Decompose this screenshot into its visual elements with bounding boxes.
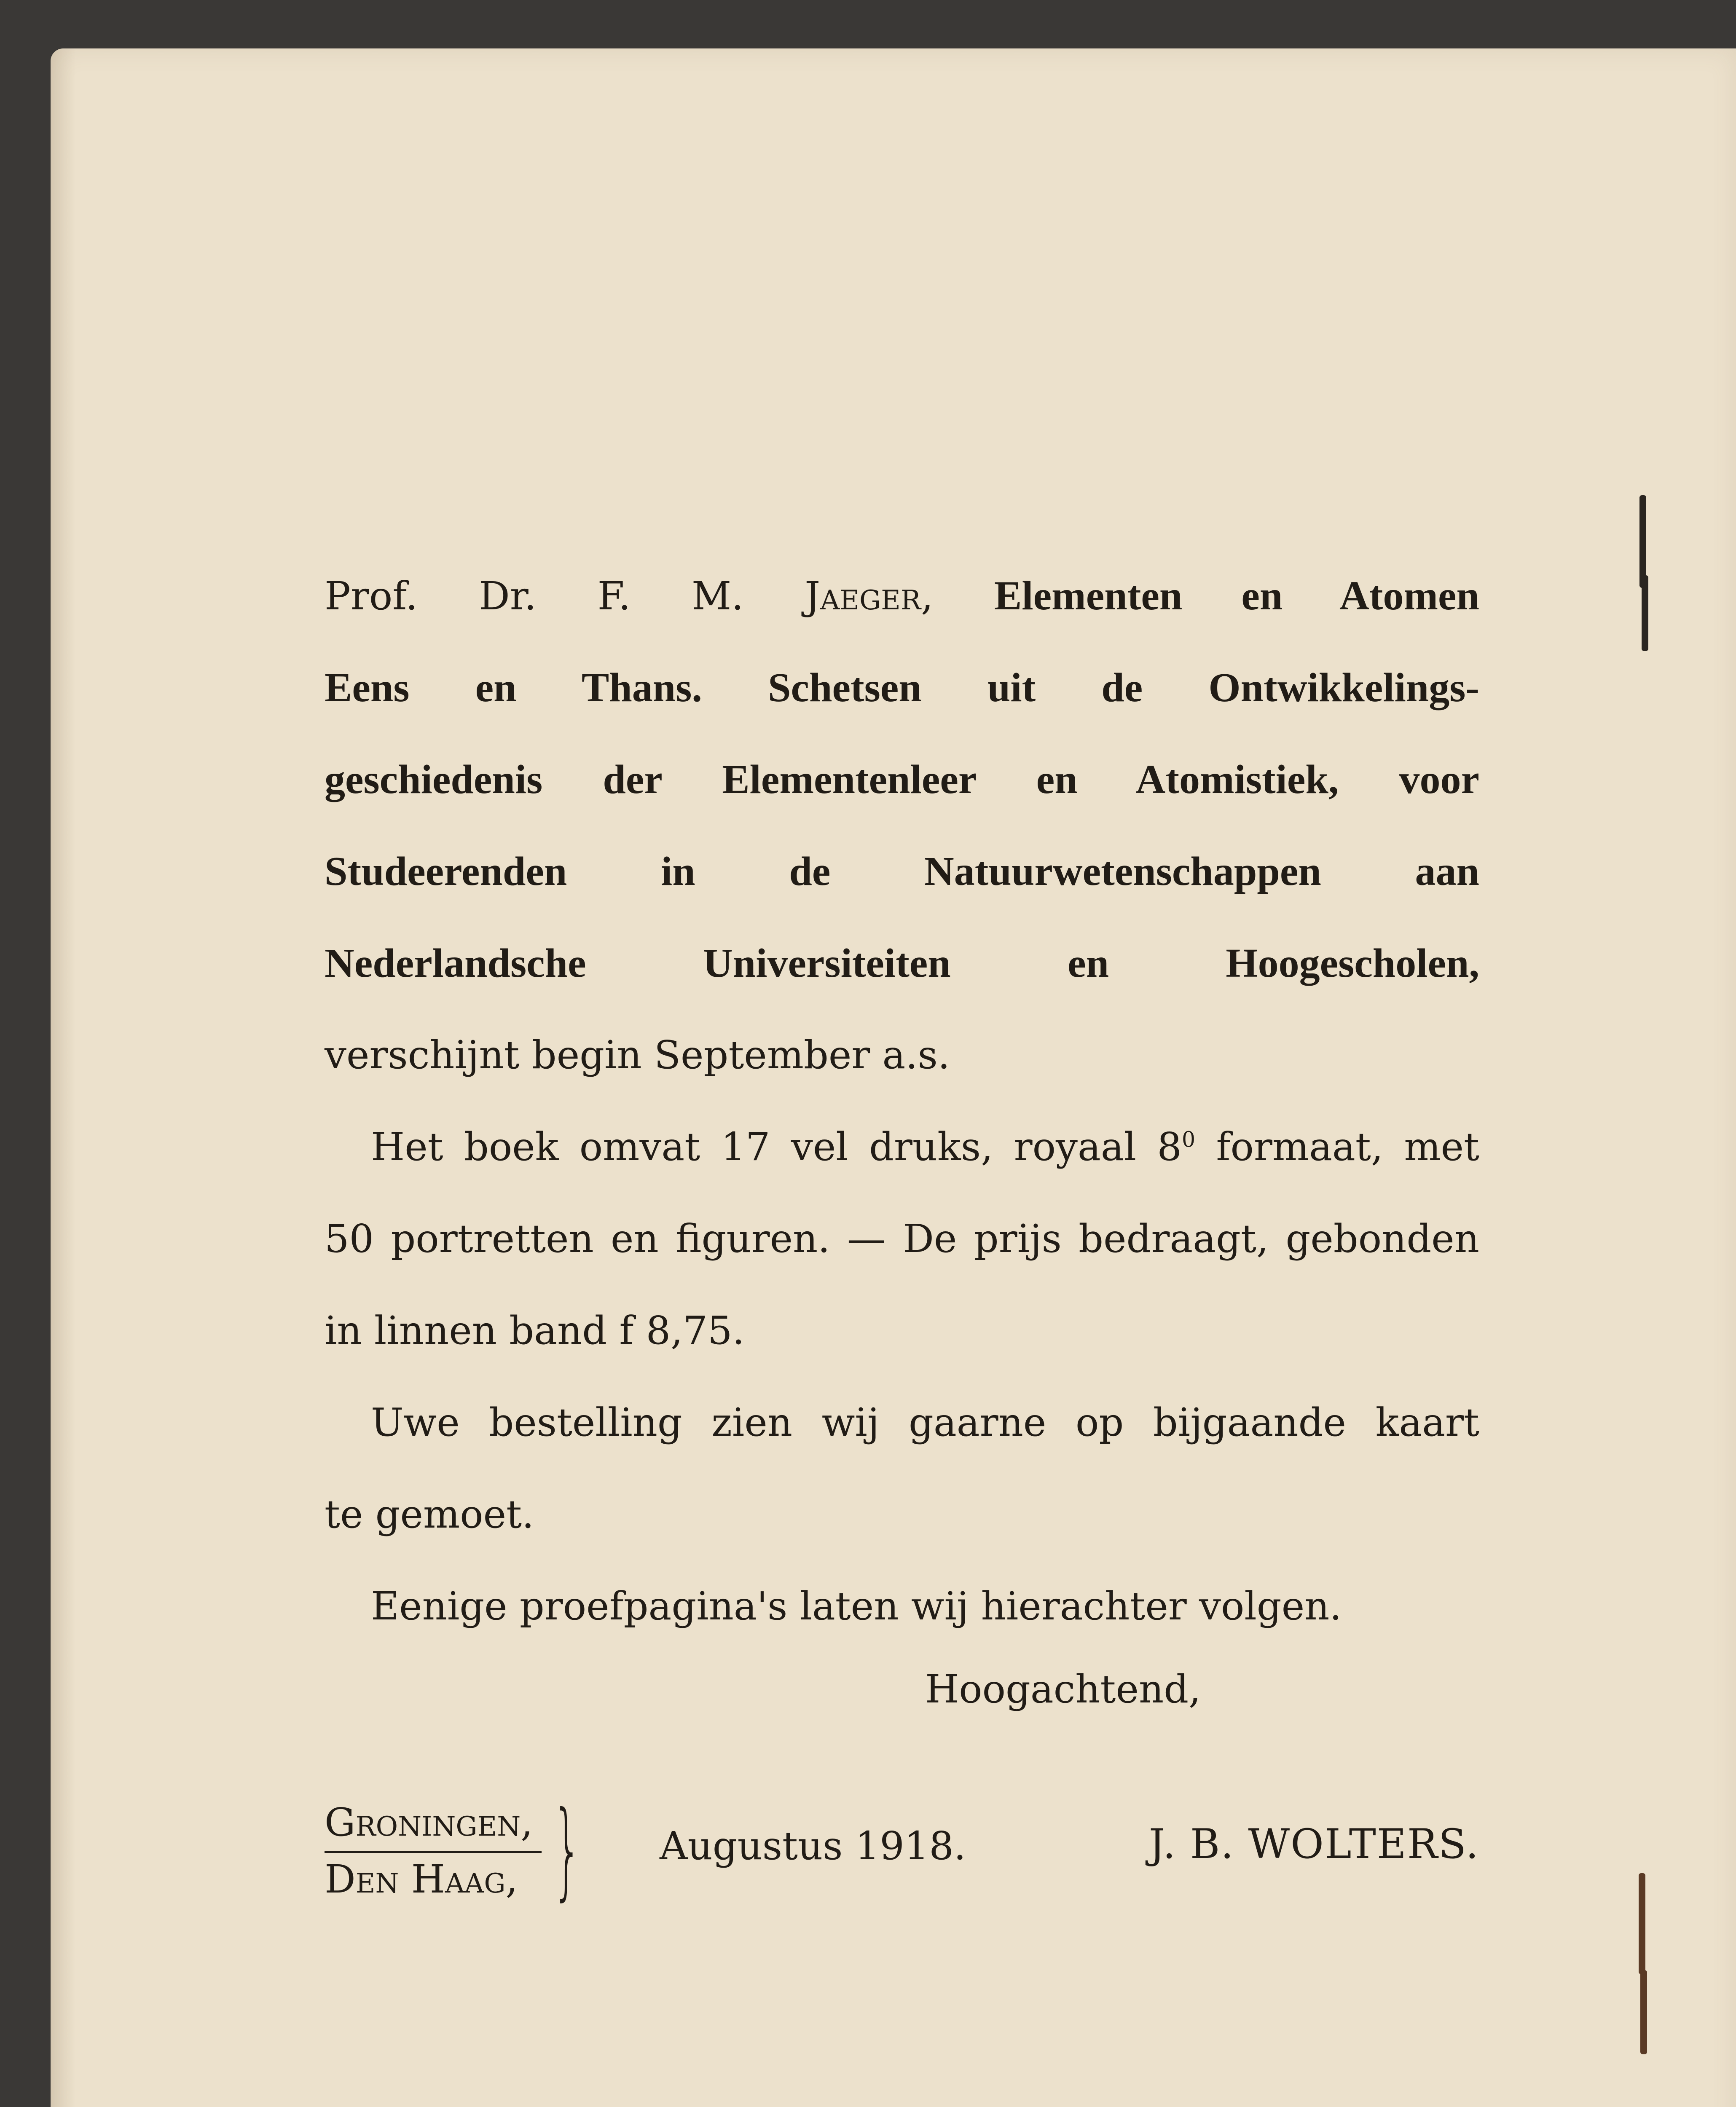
- staple-bottom: [1639, 1873, 1645, 1974]
- author-name: Jaeger: [805, 574, 921, 619]
- paragraph2-line1: Uwe bestelling zien wij gaarne op bijgaande kaart: [371, 1400, 1479, 1445]
- paragraph1-line2: 50 portretten en figuren. — De prijs bedraagt, gebonden: [325, 1216, 1479, 1261]
- appears-line: verschijnt begin September a.s.: [325, 1032, 950, 1078]
- paragraph3: Eenige proefpagina's laten wij hierachter volgen.: [371, 1584, 1342, 1629]
- place-den-haag: Den Haag,: [325, 1857, 518, 1902]
- date: Augustus 1918.: [660, 1823, 966, 1868]
- staple-top: [1639, 495, 1646, 588]
- paragraph2-line2: te gemoet.: [325, 1492, 534, 1537]
- paragraph1-text-b: formaat, met: [1195, 1124, 1479, 1169]
- document-page: [51, 48, 1736, 2107]
- closing-salutation: Hoogachtend,: [925, 1667, 1201, 1712]
- signature-row: [325, 1788, 1479, 1924]
- author-prefix: Prof. Dr. F. M.: [325, 574, 805, 619]
- place-groningen: Groningen,: [325, 1800, 533, 1845]
- paragraph1-line1: [325, 1101, 1479, 1193]
- title-line-1: [325, 550, 1479, 642]
- format-superscript: 0: [1181, 1127, 1196, 1152]
- author-separator: ,: [921, 574, 995, 619]
- book-title-start: Elementen en Atomen: [994, 573, 1479, 619]
- announcement-text: [325, 550, 1479, 1652]
- brace-symbol: }: [552, 1788, 582, 1911]
- title-line-3: geschiedenis der Elementenleer en Atomistiek, voor: [325, 757, 1479, 802]
- title-line-4: Studeerenden in de Natuurwetenschappen aan: [325, 849, 1479, 894]
- place-divider: [325, 1851, 542, 1853]
- staple-top-lower: [1642, 575, 1648, 651]
- staple-bottom-lower: [1640, 1970, 1647, 2054]
- title-line-5: Nederlandsche Universiteiten en Hoogescholen,: [325, 941, 1479, 986]
- paragraph1-text-a: Het boek omvat 17 vel druks, royaal 8: [371, 1124, 1182, 1169]
- title-line-2: Eens en Thans. Schetsen uit de Ontwikkelings-: [325, 665, 1479, 710]
- page-shadow-edge: [51, 48, 76, 2107]
- publisher-name: J. B. WOLTERS.: [1148, 1820, 1479, 1868]
- paragraph1-line3: in linnen band f 8,75.: [325, 1308, 745, 1353]
